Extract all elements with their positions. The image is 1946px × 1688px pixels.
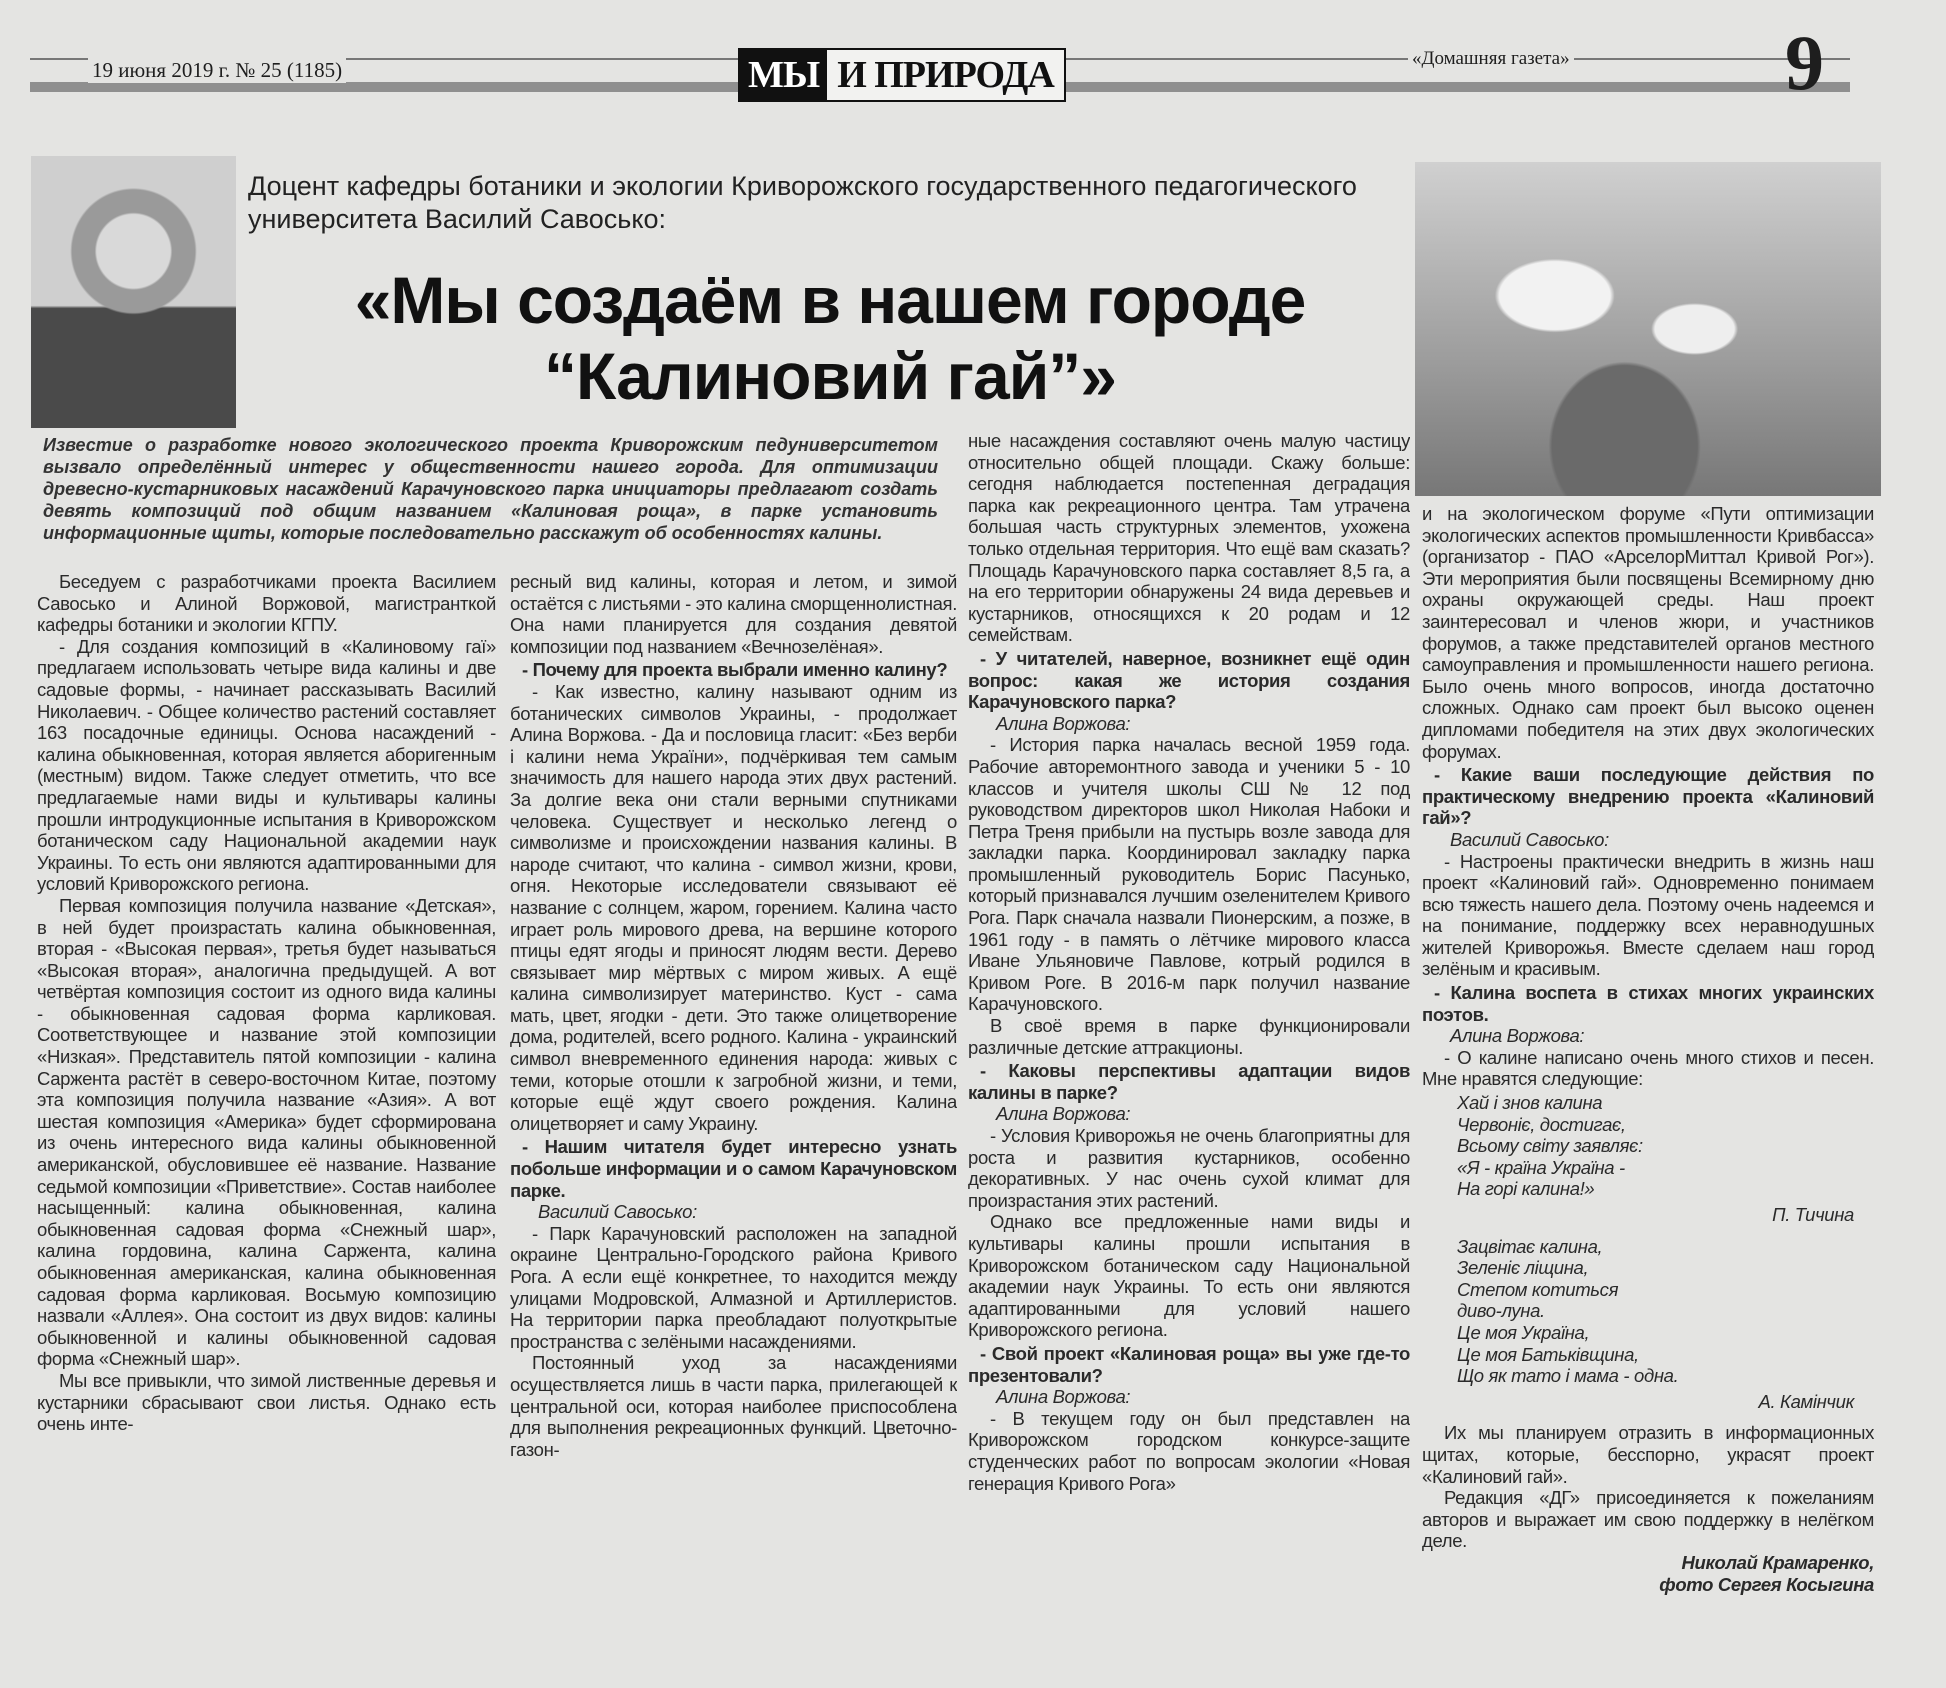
paragraph: - Парк Карачуновский расположен на западной окраине Центрально-Городского района Кривого Рога. А если ещё конкретнее, то находится между улицами Модровской, Алмазной и Артиллеристов. На территории парка преобладают полуоткрытые пространства с зелёными насаждениями.	[510, 1222, 957, 1352]
poem-author: А. Камінчик	[1758, 1390, 1854, 1412]
speaker-name: Алина Воржова:	[996, 712, 1131, 734]
speaker-name: Василий Савосько:	[1450, 828, 1609, 850]
interview-question: - У читателей, наверное, возникнет ещё один вопрос: какая же история создания Карачуновского парка?	[968, 647, 1410, 713]
paragraph: Мы все привыкли, что зимой лиственные деревья и кустарники сбрасывают свои листья. Однако есть очень инте-	[37, 1369, 496, 1435]
poem-line: Хай і знов калина	[1457, 1092, 1603, 1114]
issue-date: 19 июня 2019 г. № 25 (1185)	[88, 58, 346, 83]
page-number: 9	[1785, 19, 1824, 106]
article-title: «Мы создаём в нашем городе “Калиновий гай”»	[354, 263, 1306, 413]
paragraph: Их мы планируем отразить в информационных щитах, которые, бесспорно, украсят проект «Калиновий гай».	[1422, 1422, 1874, 1487]
rubric-part-1: МЫ	[740, 50, 827, 100]
paragraph: - История парка началась весной 1959 года. Рабочие авторемонтного завода и ученики 5 - 10 классов и учителя школы СШ № 12 под руководством директоров школ Николая Набоки и Петра Треня прибыли на пустырь возле завода для закладки парка. Координировал закладку парка промышленный руководитель Борис Пасунько, который признавался лучшим озеленителем Кривого Рога. Парк сначала назвали Пионерским, а позже, в 1961 году - в память о лётчике мирового класса Иване Ульяновиче Павлове, котрый родился в Кривом Роге. В 2016-м парк получил название Карачуновского.	[968, 734, 1410, 1015]
paragraph: В своё время в парке функционировали различные детские аттракционы.	[968, 1015, 1410, 1058]
article-column-2	[510, 571, 957, 1669]
paragraph: - Условия Криворожья не очень благоприятны для роста и развития кустарников, особенно декоративных. У нас очень сухой климат для произрастания этих растений.	[968, 1125, 1410, 1211]
poem-author: П. Тичина	[1772, 1204, 1854, 1225]
interview-question: - Почему для проекта выбрали именно калину?	[522, 659, 948, 681]
paragraph: - В текущем году он был представлен на Криворожском городском конкурсе-защите студенческих работ по вопросам экологии «Новая генерация Кривого Рога»	[968, 1407, 1410, 1494]
poem-line: Це моя Україна,	[1457, 1321, 1590, 1343]
section-rubric	[738, 48, 1066, 102]
poem-line: Це моя Батьківщина,	[1457, 1343, 1639, 1365]
paragraph: Постоянный уход за насаждениями осуществляется лишь в части парка, прилегающей к центральной оси, которая наиболее приспособлена для выполнения рекреационных функций. Цветочно-газон-	[510, 1352, 957, 1460]
interview-question: - Калина воспета в стихах многих украинских поэтов.	[1422, 982, 1874, 1025]
poem-line: Зеленіє ліщина,	[1457, 1257, 1589, 1279]
interview-question: - Каковы перспективы адаптации видов калины в парке?	[968, 1060, 1410, 1103]
poem	[1422, 1092, 1874, 1200]
newspaper-name: «Домашняя газета»	[1408, 48, 1574, 70]
article-lead: Известие о разработке нового экологического проекта Криворожским педуниверситетом вызвало определённый интерес у общественности нашего города. Для оптимизации древесно-кустарниковых насаждений Карачуновского парка инициаторы предлагают создать девять композиций под общим названием «Калиновая роща», в парке установить информационные щиты, которые последовательно расскажут об особенностях калины.	[43, 435, 938, 543]
author-portrait-photo	[31, 156, 236, 428]
paragraph: ные насаждения составляют очень малую частицу относительно общей площади. Скажу больше: сегодня наблюдается постепенная деградация парка как рекреационного центра. Там утрачена большая часть структурных элементов, ухожена только отдельная территория. Что ещё вам сказать? Площадь Карачуновского парка составляет 8,5 га, а на его территории обнаружены 24 вида деревьев и кустарников, относящихся к 20 родам и 12 семействам.	[968, 430, 1410, 646]
paragraph: Беседуем с разработчиками проекта Василием Савосько и Алиной Воржовой, магистранткой кафедры ботаники и экологии КГПУ.	[37, 571, 496, 636]
poem-line: Що як тато і мама - одна.	[1457, 1365, 1679, 1387]
article-column-3	[968, 430, 1410, 1670]
interview-question: - Нашим читателя будет интересно узнать побольше информации и о самом Карачуновском парке.	[510, 1136, 957, 1201]
interview-question: - Какие ваши последующие действия по практическому внедрению проекта «Калиновий гай»?	[1422, 764, 1874, 829]
poem-line: На горі калина!»	[1457, 1178, 1595, 1200]
speaker-name: Алина Воржова:	[996, 1103, 1131, 1125]
poem-line: Червоніє, достигає,	[1457, 1113, 1626, 1135]
speaker-name: Василий Савосько:	[538, 1201, 697, 1223]
paragraph: ресный вид калины, которая и летом, и зимой остаётся с листьями - это калина сморщеннолистная. Она нами планируется для создания девятой композиции под названием «Вечнозелёная».	[510, 571, 957, 657]
signature: Николай Крамаренко,	[1681, 1551, 1874, 1573]
paragraph: Однако все предложенные нами виды и культивары калины прошли испытания в Криворожском ботаническом саду Национальной академии наук Украины. То есть они являются адаптированными для условий нашего Криворожского региона.	[968, 1211, 1410, 1341]
article-column-1	[37, 571, 496, 1669]
paragraph: Редакция «ДГ» присоединяется к пожеланиям авторов и выражает им свою поддержку в нелёгком деле.	[1422, 1487, 1874, 1552]
interview-question: - Свой проект «Калиновая роща» вы уже где-то презентовали?	[968, 1342, 1410, 1386]
paragraph: и на экологическом форуме «Пути оптимизации экологических аспектов промышленности Кривбасса» (организатор - ПАО «АрселорМиттал Кривой Рог»). Эти мероприятия были посвящены Всемирному дню охраны окружающей среды. Наш проект заинтересовал и членов жюри, и участников форумов, а также представителей органов местного самоуправления и промышленности нашего региона. Было очень много вопросов, иногда достаточно сложных. Однако сам проект был высоко оценен дипломами победителя на этих двух экологических форумах.	[1422, 503, 1874, 762]
poem-line: Зацвітає калина,	[1457, 1235, 1603, 1257]
paragraph: - Для создания композиций в «Калиновому гаї» предлагаем использовать четыре вида калины и две садовые формы, - начинает рассказывать Василий Николаевич. - Общее количество растений составляет 163 посадочные единицы. Основа насаждений - калина обыкновенная, которая является аборигенным (местным) видом. Также следует отметить, что все предлагаемые нами виды и культивары калины прошли интродукционные испытания в Криворожском ботаническом саду Национальной академии наук Украины. То есть они являются адаптированными для условий Криворожского региона.	[37, 635, 496, 895]
paragraph: Первая композиция получила название «Детская», в ней будет произрастать калина обыкновенная, вторая - «Высокая первая», третья будет называться «Высокая вторая», аналогична предыдущей. А вот четвёртая композиция состоит из одного вида калины - обыкновенная садовая форма карликовая. Соответствующее и название этой композиции «Низкая». Представитель пятой композиции - калина Саржента растёт в северо-восточном Китае, поэтому эта композиция получила название «Азия». А вот шестая композиция «Америка» будет сформирована из очень интересного вида калины обыкновенной американской, обусловившее её название. Название седьмой композиции «Приветствие». Состав наиболее насыщенный: калина обыкновенная, калина обыкновенная садовая форма «Снежный шар», калина гордовина, калина Саржента, калина обыкновенная американская, калина обыкновенная садовая форма карликовая. Восьмую композицию назвали «Аллея». Она состоит из двух видов: калины обыкновенной и калины обыкновенной садовая форма «Снежный шар».	[37, 894, 496, 1370]
paragraph: - Как известно, калину называют одним из ботанических символов Украины, - продолжает Алина Воржова. - Да и пословица гласит: «Без верби і калини нема України», подчёркивая тем самым значимость для нашего народа этих двух растений. За долгие века они стали верными спутниками человека. Существует и несколько легенд о символизме и происхождении названия калины. В народе считают, что калина - символ жизни, крови, огня. Некоторые исследователи связывают её название с солнцем, жаром, горением. Калина часто играет роль мирового древа, на вершине которого птицы едят ягоды и приносят людям вести. Дерево связывает мир мёртвых с миром живых. А ещё калина символизирует материнство. Куст - сама мать, цвет, ягодки - дети. Это также олицетворение дома, родителей, всего родного. Калина - украинский символ вневременного единения народа: живых с теми, которые отошли к загробной жизни, и теми, которые ещё ждут своего рождения. Калина олицетворяет и саму Украину.	[510, 680, 957, 1134]
speaker-name: Алина Воржова:	[996, 1386, 1131, 1408]
poem-line: «Я - країна Україна -	[1457, 1156, 1625, 1178]
paragraph: - О калине написано очень много стихов и песен. Мне нравятся следующие:	[1422, 1046, 1874, 1090]
tree-planting-photo	[1415, 162, 1881, 496]
article-kicker: Доцент кафедры ботаники и экологии Криворожского государственного педагогического университета Василий Савосько:	[248, 171, 1357, 234]
poem-line: Всьому світу заявляє:	[1457, 1135, 1643, 1157]
paragraph: - Настроены практически внедрить в жизнь наш проект «Калиновий гай». Одновременно понимаем всю тяжесть нашего дела. Поэтому очень надеемся и на понимание, поддержку всех неравнодушных жителей Криворожья. Вместе сделаем наш город зелёным и красивым.	[1422, 850, 1874, 980]
rubric-part-2: И ПРИРОДА	[837, 54, 1054, 96]
poem-line: диво-луна.	[1457, 1300, 1545, 1322]
poem-line: Степом котиться	[1457, 1278, 1619, 1300]
article-column-4	[1422, 503, 1874, 1673]
signature: фото Сергея Косыгина	[1659, 1573, 1874, 1595]
speaker-name: Алина Воржова:	[1450, 1025, 1585, 1047]
poem	[1422, 1236, 1874, 1387]
